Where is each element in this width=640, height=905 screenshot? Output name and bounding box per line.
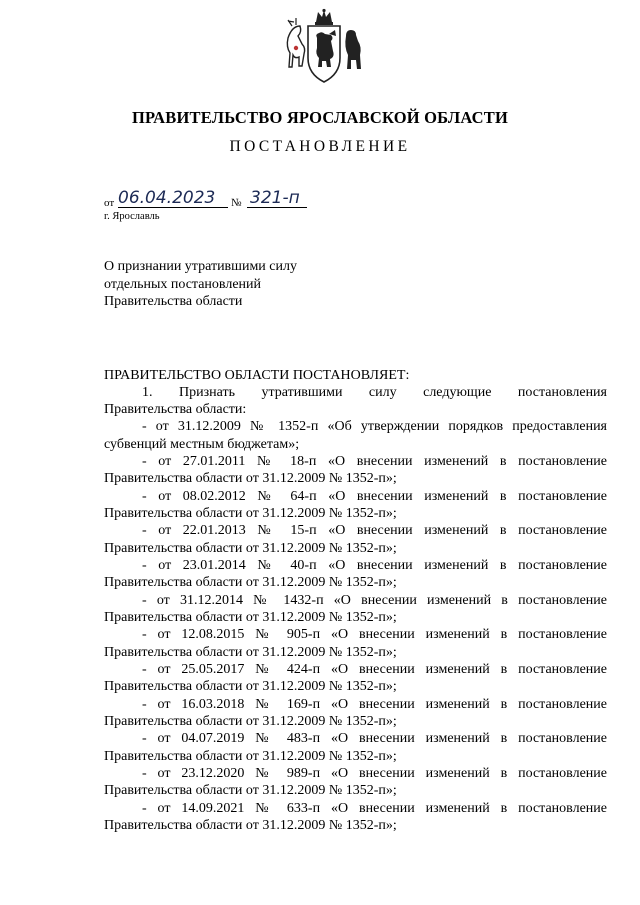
paragraph-line: - от 14.09.2021 № 633-п «О внесении изменений в постановление: [142, 800, 607, 816]
paragraph-line: - от 27.01.2011 № 18-п «О внесении изменений в постановление: [142, 453, 607, 469]
paragraph-line: Правительства области от 31.12.2009 № 1352-п»;: [104, 609, 397, 625]
subject-line: О признании утратившими силу: [104, 259, 297, 274]
paragraph-line: - от 31.12.2014 № 1432-п «О внесении изменений в постановление: [142, 592, 607, 608]
paragraph-line: Правительства области:: [104, 401, 247, 417]
paragraph-line: Правительства области от 31.12.2009 № 1352-п»;: [104, 818, 397, 834]
handwritten-number: 321-п: [250, 188, 300, 208]
paragraph: [104, 696, 607, 731]
paragraph-line: - от 16.03.2018 № 169-п «О внесении изменений в постановление: [142, 696, 607, 712]
paragraph-line: 1. Признать утратившими силу следующие постановления: [142, 384, 607, 400]
paragraph: [104, 453, 607, 488]
paragraph-line: - от 12.08.2015 № 905-п «О внесении изменений в постановление: [142, 627, 607, 643]
paragraph-line: Правительства области от 31.12.2009 № 1352-п»;: [104, 783, 397, 799]
document-type: ПОСТАНОВЛЕНИЕ: [229, 138, 411, 155]
paragraph: [104, 557, 607, 592]
paragraph: [104, 592, 607, 627]
resolves-heading: ПРАВИТЕЛЬСТВО ОБЛАСТИ ПОСТАНОВЛЯЕТ:: [104, 368, 410, 383]
paragraph-line: - от 23.12.2020 № 989-п «О внесении изменений в постановление: [142, 766, 607, 782]
paragraph: [104, 765, 607, 800]
paragraph: [104, 661, 607, 696]
paragraph-line: Правительства области от 31.12.2009 № 1352-п»;: [104, 540, 397, 556]
date-prefix: от: [104, 197, 115, 209]
number-prefix: №: [231, 197, 242, 209]
paragraph: [104, 800, 607, 835]
city: г. Ярославль: [104, 211, 160, 222]
paragraph-line: Правительства области от 31.12.2009 № 1352-п»;: [104, 575, 397, 591]
paragraph: [104, 730, 607, 765]
document-subject: [104, 258, 297, 311]
paragraph-line: субвенций местным бюджетам»;: [104, 436, 300, 452]
document-body: [104, 384, 607, 835]
paragraph-line: Правительства области от 31.12.2009 № 1352-п»;: [104, 471, 397, 487]
handwritten-date: 06.04.2023: [118, 188, 216, 208]
paragraph-line: - от 25.05.2017 № 424-п «О внесении изменений в постановление: [142, 662, 607, 677]
yaroslavl-coat-of-arms-icon: [282, 8, 366, 90]
paragraph: [104, 626, 607, 661]
paragraph: [104, 384, 607, 419]
paragraph-line: - от 08.02.2012 № 64-п «О внесении изменений в постановление: [142, 488, 607, 504]
paragraph-line: - от 04.07.2019 № 483-п «О внесении изменений в постановление: [142, 731, 607, 747]
subject-line: Правительства области: [104, 294, 243, 310]
paragraph-line: Правительства области от 31.12.2009 № 1352-п»;: [104, 679, 397, 695]
subject-line: отдельных постановлений: [104, 276, 262, 292]
paragraph: [104, 522, 607, 557]
paragraph-line: Правительства области от 31.12.2009 № 1352-п»;: [104, 748, 397, 764]
paragraph: [104, 418, 607, 453]
paragraph-line: Правительства области от 31.12.2009 № 1352-п»;: [104, 714, 397, 730]
paragraph-line: Правительства области от 31.12.2009 № 1352-п»;: [104, 644, 397, 660]
paragraph-line: Правительства области от 31.12.2009 № 1352-п»;: [104, 505, 397, 521]
government-title: ПРАВИТЕЛЬСТВО ЯРОСЛАВСКОЙ ОБЛАСТИ: [131, 108, 509, 127]
paragraph-line: - от 23.01.2014 № 40-п «О внесении изменений в постановление: [142, 557, 607, 573]
paragraph-line: - от 22.01.2013 № 15-п «О внесении изменений в постановление: [142, 523, 607, 539]
paragraph: [104, 488, 607, 523]
date-number-line: [104, 190, 364, 212]
paragraph-line: - от 31.12.2009 № 1352-п «Об утверждении порядков предоставления: [142, 419, 607, 435]
